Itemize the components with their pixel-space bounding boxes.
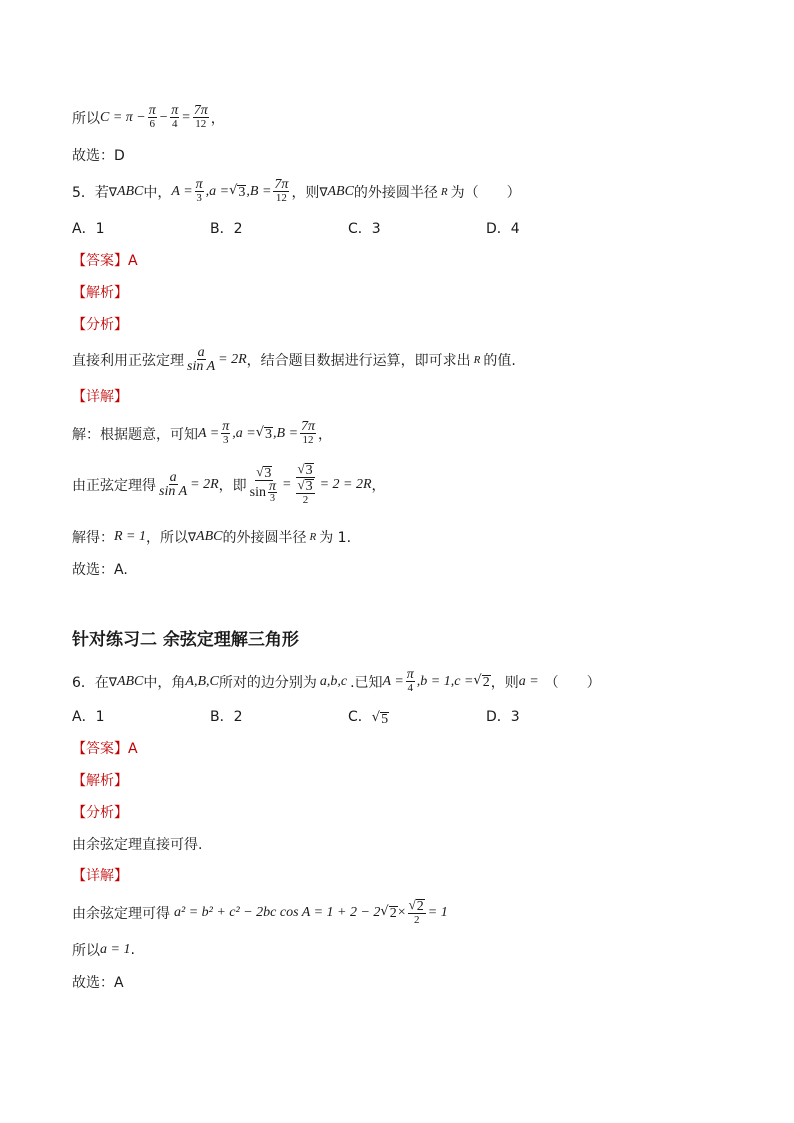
fraction: √ 3 √ 3 2 [297, 461, 313, 506]
text: ， [371, 477, 386, 494]
text: ，结合题目数据进行运算，即可求出 [246, 352, 471, 369]
q6-answer [72, 738, 138, 758]
math: R = 1 [114, 529, 146, 544]
fraction: $\frac{\pi}{4}$ [171, 103, 179, 130]
text: 所以 [72, 110, 100, 127]
text: 【答案】A [72, 741, 138, 757]
fraction: $\frac{7\pi}{12}$ [274, 177, 289, 204]
fraction: √ 2 2 [408, 897, 424, 926]
math: = 2R [218, 351, 247, 367]
math: a = [518, 673, 539, 689]
text: 由正弦定理得 [72, 477, 156, 494]
fraction: $\frac{\pi}{3}$ [222, 419, 230, 446]
math: ,B = [273, 425, 299, 441]
q6-options [72, 706, 624, 726]
text: .已知 [350, 674, 383, 691]
q5-step-3 [72, 527, 351, 547]
text: 故选：A [72, 975, 124, 991]
text: 故选：D [72, 148, 125, 164]
fraction: $\frac{a}{\text{sin A}}$ [187, 345, 216, 374]
math: = [282, 476, 292, 492]
math: ABC [116, 673, 144, 689]
math: a = 1 [100, 942, 131, 957]
sqrt: √ 3 [255, 425, 273, 442]
text: 所以 [72, 943, 100, 959]
triangle-symbol: ∇ [188, 530, 197, 544]
option-c: C．3 [348, 221, 381, 237]
math: a,b,c [319, 673, 348, 689]
option-c: C． √ 5 [348, 709, 389, 727]
math: ,a = [232, 425, 256, 441]
math: C = π − [100, 109, 146, 125]
q6-analysis-label [72, 770, 128, 790]
text: 由余弦定理可得 [72, 905, 170, 922]
line-conclusion-c [72, 104, 225, 131]
text: . [130, 942, 135, 958]
math: ABC [327, 183, 354, 199]
math: × [397, 904, 406, 920]
text: 故选：A. [72, 562, 128, 578]
sqrt: √ 2 [473, 673, 490, 690]
math: R [473, 353, 481, 366]
q5-options [72, 218, 624, 238]
fraction: $\frac{\pi}{3}$ [195, 177, 203, 204]
q5-step-2 [72, 462, 386, 507]
text: 【解析】 [72, 285, 128, 301]
text: 为 1. [319, 530, 352, 546]
triangle-symbol: ∇ [108, 184, 117, 199]
text: 由余弦定理直接可得. [72, 837, 203, 853]
math: = [181, 109, 191, 125]
section-heading [72, 625, 299, 650]
text: 5．若 [72, 184, 109, 201]
math: ,b = 1,c = [416, 673, 474, 689]
text: 【详解】 [72, 868, 128, 884]
q6-step-2 [72, 940, 135, 960]
text: ，所以 [146, 530, 188, 546]
math: A = [382, 673, 404, 689]
math: ,a = [205, 183, 230, 199]
q6-step-1 [72, 898, 448, 927]
q5-answer [72, 250, 138, 270]
text: 的外接圆半径 [222, 530, 307, 546]
fraction: √ 3 sin $\frac{\pi}{3}$ [249, 464, 276, 504]
question-6 [72, 668, 601, 695]
option-d: D．3 [486, 709, 520, 725]
math: ABC [116, 183, 144, 199]
text: ，则 [490, 674, 519, 691]
q6-fenxi-text [72, 834, 202, 854]
option-d: D．4 [486, 221, 520, 237]
q5-step-1 [72, 420, 332, 447]
math: a² = b² + c² − 2bc cos A = 1 + 2 − 2 [174, 904, 381, 920]
text: 【解析】 [72, 773, 128, 789]
math: A = [198, 425, 220, 441]
text: 中，角 [143, 674, 186, 691]
fraction: $\frac{7\pi}{12}$ [193, 103, 208, 130]
option-b: B．2 [210, 709, 243, 725]
q6-fenxi-label [72, 802, 128, 822]
text: 直接利用正弦定理 [72, 352, 184, 369]
q5-fenxi-label [72, 314, 128, 334]
text: 针对练习二 余弦定理解三角形 [72, 630, 299, 650]
math: A = [171, 183, 193, 199]
math: = 1 [427, 904, 448, 920]
fraction: $\frac{a}{\text{sin A}}$ [159, 470, 188, 499]
option-a: A．1 [72, 221, 105, 237]
text: 【详解】 [72, 389, 128, 405]
sqrt: √ 3 [229, 183, 246, 200]
text: 中， [143, 184, 172, 201]
math: ABC [196, 529, 223, 544]
q6-detail-label [72, 865, 128, 885]
text: 为（ ） [450, 184, 521, 201]
text: 【答案】A [72, 253, 138, 269]
text: ，则 [291, 184, 320, 201]
text: （ ） [544, 674, 601, 691]
question-5 [72, 178, 521, 205]
triangle-symbol: ∇ [108, 674, 117, 689]
text: 的值. [483, 352, 516, 369]
math: R [309, 531, 317, 543]
text: 所对的边分别为 [218, 674, 317, 691]
text: 的外接圆半径 [353, 184, 438, 201]
fraction: $\frac{\pi}{4}$ [406, 667, 414, 694]
math: = 2 = 2R [319, 476, 372, 492]
line-choice [72, 145, 125, 165]
text: ，即 [218, 477, 247, 494]
option-b: B．2 [210, 221, 243, 237]
text: 【分析】 [72, 805, 128, 821]
text: 【分析】 [72, 317, 128, 333]
text: 解得： [72, 530, 114, 546]
fraction: $\frac{\pi}{6}$ [148, 103, 156, 130]
fraction: $\frac{7\pi}{12}$ [301, 419, 316, 446]
q5-choice [72, 559, 128, 579]
q5-analysis-label [72, 282, 128, 302]
math: − [158, 109, 169, 125]
text: ， [318, 426, 333, 443]
math: = 2R [190, 476, 219, 492]
q5-detail-label [72, 386, 128, 406]
math: R [440, 185, 448, 198]
text: 解：根据题意，可知 [72, 426, 198, 443]
triangle-symbol: ∇ [319, 184, 328, 199]
text: 6．在 [72, 674, 109, 691]
math: A,B,C [185, 673, 219, 689]
q5-fenxi-text [72, 346, 516, 373]
q6-choice [72, 972, 124, 992]
sqrt: √ 2 [380, 904, 397, 921]
text: ， [210, 110, 225, 127]
math: ,B = [246, 183, 272, 199]
option-a: A．1 [72, 709, 105, 725]
